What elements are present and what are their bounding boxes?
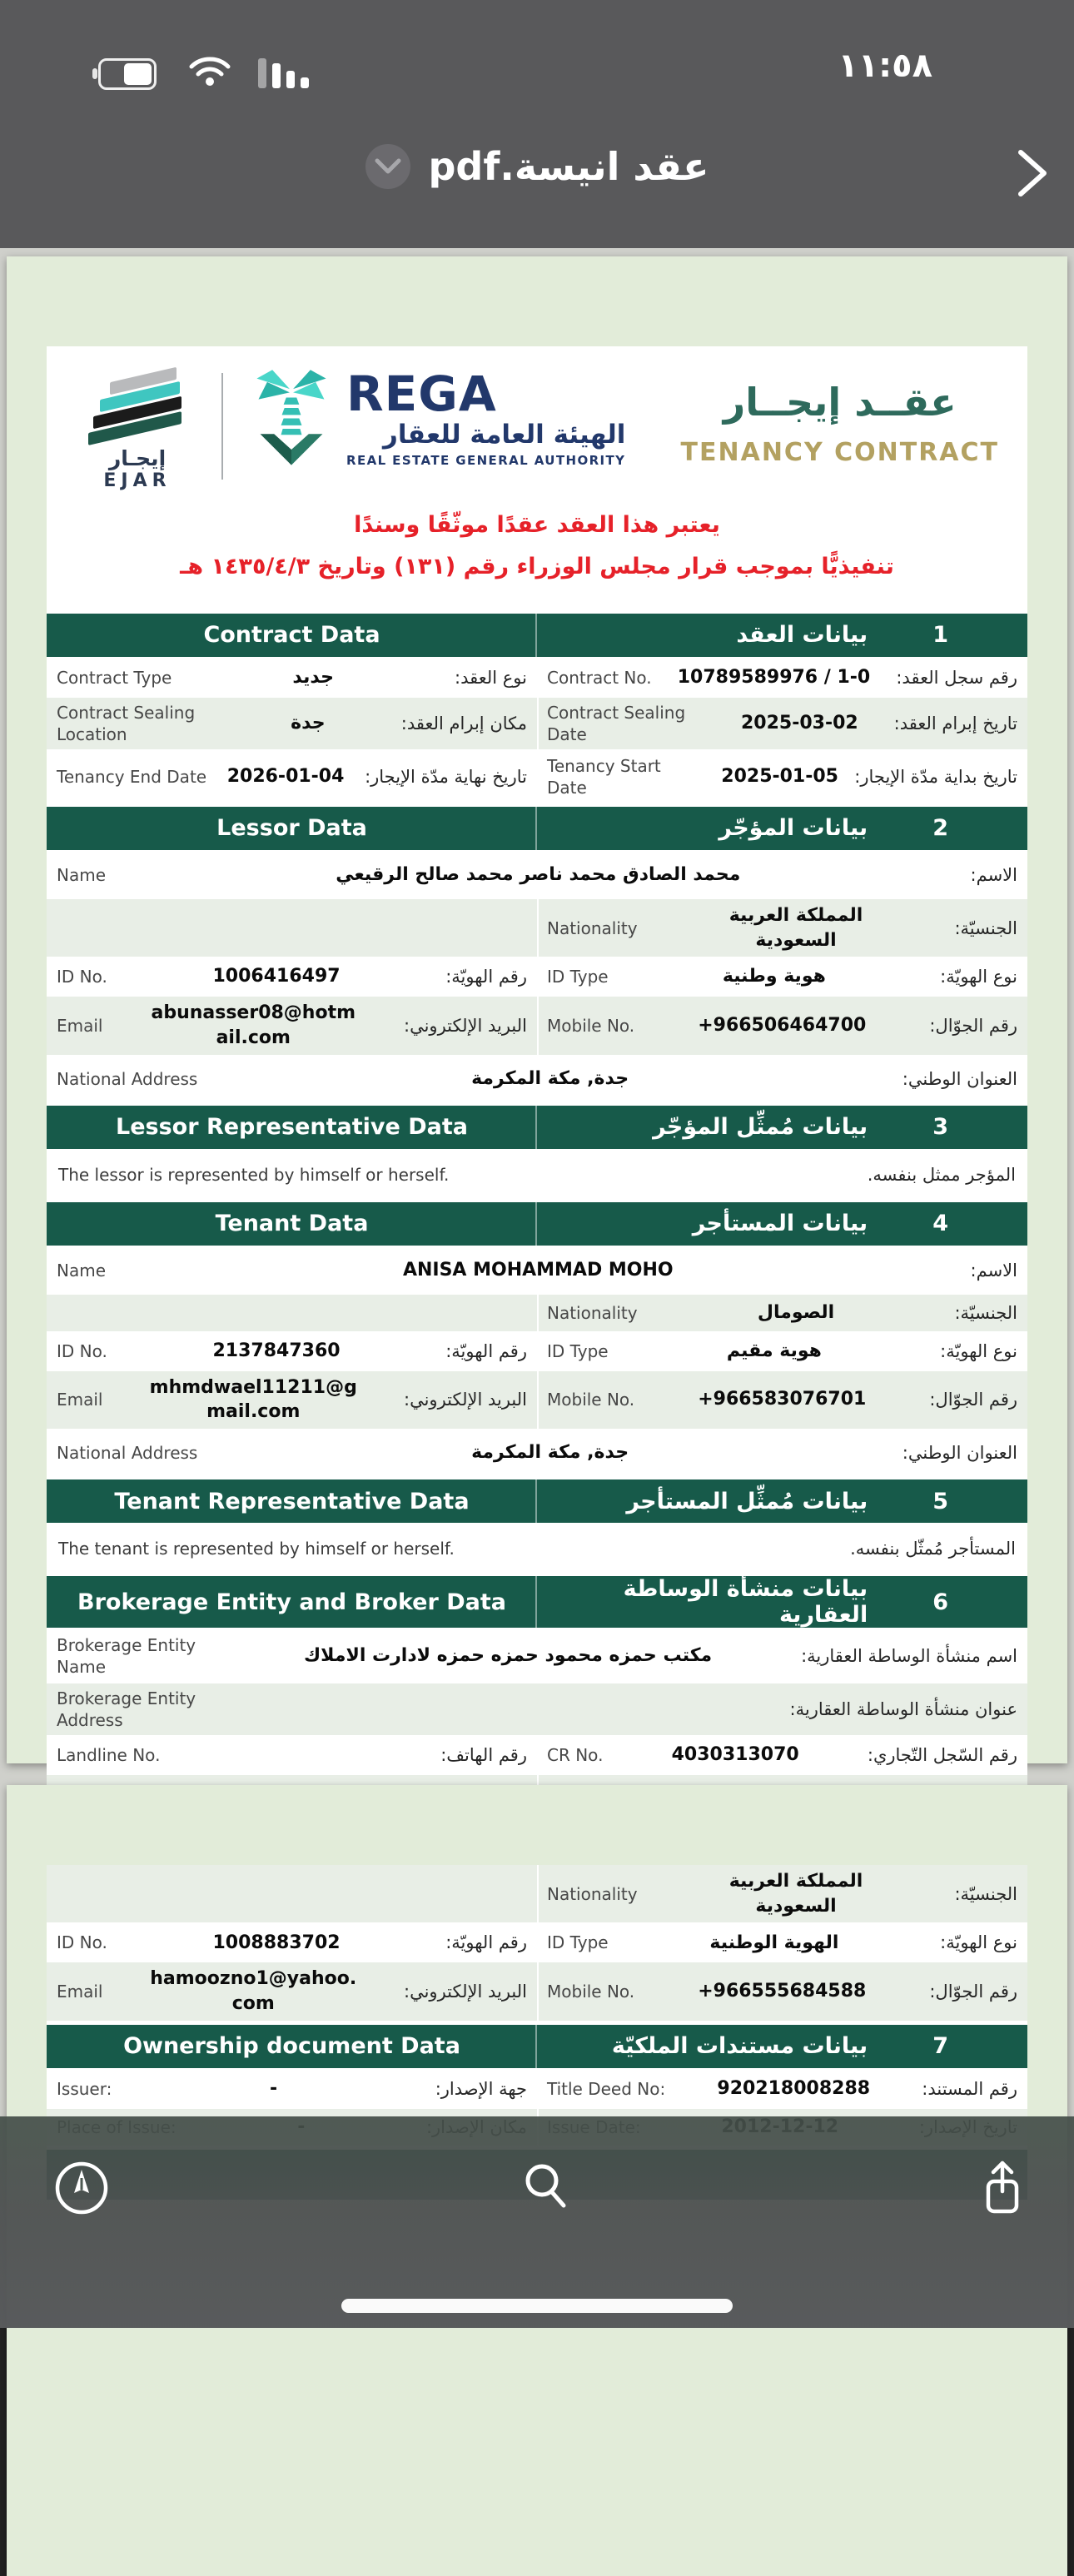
section-header-english [47, 2025, 537, 2068]
field-label-ar: تاريخ بداية مدّة الإيجار: [854, 766, 1017, 787]
field-label-en: Brokerage Entity Address [57, 1688, 196, 1730]
field-value [160, 1743, 440, 1768]
row-cell-left [47, 698, 537, 749]
row-cell-right [537, 1333, 1027, 1370]
contract-title-arabic: عقــد إيجــار [723, 380, 957, 425]
section-header [47, 1574, 1027, 1630]
contract-title-english: TENANCY CONTRACT [680, 438, 999, 467]
disclaimer-line-1: يعتبر هذا العقد عقدًا موثّقًا وسندًا [354, 512, 720, 538]
section-title-ar: بيانات العقد [736, 622, 868, 649]
field-value [172, 665, 455, 690]
field-label-ar: العنوان الوطني: [902, 1443, 1017, 1463]
section-header-arabic [537, 1106, 1027, 1149]
field-value-text: hamoozno1@yahoo.com [150, 1968, 357, 2015]
field-value [112, 2076, 435, 2101]
row-cell-left [47, 1924, 537, 1961]
row-cell-left [47, 1371, 537, 1429]
section-title-ar: بيانات مُمثِّل المؤجّر [653, 1114, 868, 1141]
field-label-ar: الاسم: [970, 864, 1017, 885]
section-title-en: Ownership document Data [123, 2033, 460, 2060]
chevron-down-icon [374, 157, 402, 176]
field-value [215, 711, 401, 736]
field-value-text: الصومال [757, 1301, 835, 1323]
field-label-ar: نوع الهويّة: [940, 967, 1017, 987]
pdf-viewer[interactable] [0, 248, 1074, 2328]
field-label-en: ID No. [57, 967, 107, 987]
status-bar [0, 0, 1074, 112]
section-header-english [47, 1106, 537, 1149]
section-header-arabic [537, 2025, 1027, 2068]
field-value [609, 964, 941, 989]
row-cell-right [537, 899, 1027, 957]
table-row [47, 1924, 1027, 1962]
field-value [705, 764, 854, 789]
section-header-english [47, 614, 537, 657]
section-header [47, 804, 1027, 853]
rega-wordmark: REGA [346, 366, 497, 422]
page1-sections [47, 611, 1027, 1860]
section-header [47, 1103, 1027, 1151]
field-value-text: مكتب حمزه محمود حمزه حمزه لادارت الاملاك [303, 1645, 713, 1667]
field-value [638, 1300, 955, 1325]
row-cell-left [47, 2071, 537, 2107]
field-value-text: 4030313070 [671, 1744, 799, 1766]
row-cell-left [47, 659, 537, 696]
table-row [47, 1962, 1027, 2022]
row-cell-right [537, 997, 1027, 1054]
row-cell-right [537, 751, 1027, 803]
field-label-en: Email [57, 1015, 103, 1036]
field-label-ar: العنوان الوطني: [902, 1068, 1017, 1089]
home-indicator[interactable] [341, 2299, 733, 2313]
field-label-en: Nationality [547, 1302, 638, 1323]
field-label-ar: عنوان منشأة الوساطة العقارية: [789, 1699, 1017, 1719]
search-icon[interactable] [516, 2156, 576, 2220]
field-label-ar: رقم الجوّال: [929, 1982, 1017, 2002]
row-cell-right [537, 1924, 1027, 1961]
table-row [47, 1333, 1027, 1371]
field-value-text: 920218008288 [717, 2077, 871, 2099]
field-label-en: Mobile No. [547, 1982, 635, 2002]
field-label-en: Mobile No. [547, 1015, 635, 1036]
field-label-ar: نوع العقد: [455, 667, 527, 688]
field-value [609, 1339, 941, 1364]
section-number: 7 [932, 2033, 948, 2060]
field-label-en: Mobile No. [547, 1390, 635, 1410]
field-value-text: هوية وطنية [722, 966, 826, 987]
field-label-en: Landline No. [57, 1745, 161, 1765]
representation-note-ar: المؤجر ممثل بنفسه. [867, 1164, 1016, 1185]
field-label-en: Name [57, 864, 107, 885]
field-label-ar: الجنسيّة: [954, 918, 1017, 938]
document-title: عقد انيسة.pdf [428, 144, 709, 189]
field-label-ar: الاسم: [970, 1260, 1017, 1281]
field-label-ar: رقم الجوّال: [929, 1390, 1017, 1410]
cellular-signal-icon [258, 57, 323, 88]
row-cell-left [47, 1962, 537, 2020]
section-header [47, 1477, 1027, 1525]
nav-bar [0, 112, 1074, 248]
representation-note-row [47, 1151, 1027, 1200]
rega-logo [248, 368, 625, 468]
representation-note-en: The lessor is represented by himself or herself. [58, 1164, 450, 1185]
markup-icon[interactable] [52, 2156, 112, 2220]
field-label-ar: الجنسيّة: [954, 1302, 1017, 1323]
field-label-ar: تاريخ إبرام العقد: [893, 713, 1017, 734]
field-value-text: محمد الصادق محمد ناصر محمد صالح الرقيعي [336, 864, 741, 886]
section-number: 5 [932, 1488, 948, 1514]
field-value-text: 2025-03-02 [740, 713, 858, 734]
field-value [652, 665, 897, 690]
ejar-logo-latin: EJAR [103, 470, 172, 491]
field-value [103, 1967, 405, 2016]
share-icon[interactable] [972, 2156, 1032, 2220]
battery-level [124, 63, 152, 85]
section-title-ar: بيانات المستأجر [692, 1211, 868, 1237]
field-label-ar: البريد الإلكتروني: [404, 1015, 527, 1036]
field-value-text: 2025-01-05 [721, 766, 838, 788]
field-value-text: 2026-01-04 [226, 766, 345, 788]
table-row [47, 1683, 1027, 1737]
table-row [47, 899, 1027, 958]
filename-dropdown-button[interactable] [365, 144, 410, 189]
field-value [634, 1387, 929, 1412]
field-value-text: جدة, مكة المكرمة [471, 1442, 629, 1464]
row-cell-left [47, 958, 537, 995]
section-number: 1 [932, 622, 948, 649]
field-label-ar: جهة الإصدار: [435, 2078, 527, 2099]
field-label-en: CR No. [547, 1745, 604, 1765]
field-value [103, 1001, 405, 1050]
field-value [57, 916, 527, 941]
field-value-text: abunasser08@hotmail.com [151, 1002, 356, 1048]
table-row [47, 958, 1027, 997]
field-value [57, 1300, 527, 1325]
battery-nub [92, 68, 97, 79]
row-cell-right [537, 1865, 1027, 1922]
page2-sections [47, 1865, 1027, 2147]
row-cell-right [537, 1371, 1027, 1429]
row-cell-left [47, 1333, 537, 1370]
field-label-ar: رقم الهويّة: [445, 967, 527, 987]
field-label-en: Name [57, 1260, 107, 1281]
rega-english-name: REAL ESTATE GENERAL AUTHORITY [346, 453, 626, 468]
field-label-ar: رقم المستند: [922, 2078, 1017, 2099]
row-cell-left [47, 997, 537, 1054]
field-label-en: ID No. [57, 1932, 107, 1953]
field-value-text: هوية مقيم [726, 1340, 822, 1361]
table-row [47, 751, 1027, 804]
section-title-en: Tenant Representative Data [114, 1488, 470, 1514]
field-label-en: ID Type [547, 1932, 609, 1953]
field-value [215, 1644, 801, 1668]
wifi-icon [188, 55, 231, 88]
section-number: 3 [932, 1114, 948, 1141]
table-row [47, 1371, 1027, 1430]
row-cell-right [537, 1295, 1027, 1331]
representation-note-en: The tenant is represented by himself or herself. [58, 1539, 455, 1559]
field-label-en: ID Type [547, 967, 609, 987]
field-label-en: Contract Sealing Location [57, 702, 196, 744]
field-value [215, 1697, 790, 1722]
field-label-en: Tenancy Start Date [547, 755, 661, 798]
table-row [47, 997, 1027, 1056]
section-header-english [47, 807, 537, 850]
section-title-ar: بيانات المؤجّر [718, 815, 868, 842]
back-chevron-button[interactable] [1012, 146, 1052, 201]
field-value [57, 1882, 527, 1907]
field-value [107, 1339, 445, 1364]
table-row [47, 1295, 1027, 1333]
section-title-en: Lessor Representative Data [116, 1114, 468, 1141]
table-row [47, 1057, 1027, 1103]
field-label-en: Contract Sealing Date [547, 702, 686, 744]
field-value [638, 903, 955, 952]
logo-divider [221, 373, 223, 480]
field-label-ar: رقم الهويّة: [445, 1340, 527, 1361]
section-title-ar: بيانات منشأة الوساطة العقارية [623, 1576, 868, 1628]
table-row [47, 698, 1027, 751]
row-cell-right [537, 659, 1027, 696]
field-value [106, 863, 971, 888]
field-label-en: National Address [57, 1443, 198, 1463]
section-header-arabic [537, 1576, 1027, 1628]
section-number: 6 [932, 1589, 948, 1615]
section-header [47, 1200, 1027, 1248]
section-header [47, 611, 1027, 659]
field-label-ar: رقم السّجل التّجاري: [867, 1745, 1017, 1765]
section-title-ar: بيانات مستندات الملكيّة [611, 2033, 868, 2060]
table-row [47, 659, 1027, 698]
field-label-en: Title Deed No: [547, 2078, 666, 2099]
field-label-en: Contract No. [547, 667, 652, 688]
field-label-en: Nationality [547, 918, 638, 938]
ejar-logo-icon [88, 373, 186, 440]
field-value [638, 1869, 955, 1918]
section-header-arabic [537, 807, 1027, 850]
field-value [107, 1931, 445, 1956]
row-cell-right [537, 2071, 1027, 2107]
field-label-ar: البريد الإلكتروني: [404, 1390, 527, 1410]
section-header-arabic [537, 1202, 1027, 1246]
field-value-text: - [269, 2077, 278, 2099]
field-label-en: Tenancy End Date [57, 766, 207, 787]
field-value-text: mhmdwael11211@gmail.com [149, 1376, 357, 1423]
ejar-logo-arabic: إيجـار [108, 446, 167, 470]
field-label-ar: مكان إبرام العقد: [400, 713, 527, 734]
field-label-ar: رقم الهويّة: [445, 1932, 527, 1953]
section-header-arabic [537, 614, 1027, 657]
section-title-ar: بيانات مُمثِّل المستأجر [626, 1488, 868, 1514]
field-label-ar: نوع الهويّة: [940, 1340, 1017, 1361]
field-value [107, 964, 445, 989]
field-label-en: ID No. [57, 1340, 107, 1361]
table-row [47, 1865, 1027, 1924]
section-header [47, 2022, 1027, 2071]
field-label-en: Nationality [547, 1883, 638, 1904]
section-header-english [47, 1576, 537, 1628]
field-value-text: الهوية الوطنية [709, 1932, 839, 1953]
field-value [206, 764, 365, 789]
field-value-text: المملكة العربية السعودية [728, 1871, 863, 1917]
row-cell-left [47, 1295, 537, 1331]
field-label-ar: البريد الإلكتروني: [404, 1982, 527, 2002]
table-row [47, 1630, 1027, 1683]
field-value-text: جدة, مكة المكرمة [471, 1067, 629, 1089]
field-value [106, 1258, 971, 1283]
row-cell-right [537, 1962, 1027, 2020]
field-label-en: Issuer: [57, 2078, 112, 2099]
representation-note-ar: المستأجر مُمثّل بنفسه. [850, 1539, 1016, 1559]
row-cell-right [537, 1737, 1027, 1773]
row-cell-left [47, 1737, 537, 1773]
field-value-text: +966506464700 [698, 1015, 867, 1037]
field-value-text: 2137847360 [212, 1340, 341, 1361]
section-header-english [47, 1479, 537, 1523]
field-value [705, 711, 894, 736]
pdf-page-1 [7, 256, 1067, 1766]
field-label-ar: رقم سجل العقد: [896, 667, 1017, 688]
field-value-text: المملكة العربية السعودية [728, 904, 863, 951]
row-cell-right [537, 958, 1027, 995]
section-number: 4 [932, 1211, 948, 1237]
field-label-ar: تاريخ نهاية مدّة الإيجار: [365, 766, 527, 787]
status-time: ١١:٥٨ [838, 47, 932, 85]
field-value [665, 2076, 922, 2101]
contract-title-block [681, 368, 999, 467]
field-label-ar: الجنسيّة: [954, 1883, 1017, 1904]
field-label-en: Brokerage Entity Name [57, 1635, 196, 1677]
row-cell-left [47, 751, 537, 803]
field-value-text: 1006416497 [212, 966, 341, 987]
field-label-ar: نوع الهويّة: [940, 1932, 1017, 1953]
field-value-text: +966583076701 [698, 1389, 867, 1410]
section-title-en: Brokerage Entity and Broker Data [77, 1589, 506, 1615]
notarization-disclaimer [75, 491, 999, 606]
field-label-en: ID Type [547, 1340, 609, 1361]
table-row [47, 853, 1027, 899]
field-value [609, 1931, 941, 1956]
section-title-en: Contract Data [203, 622, 380, 649]
field-label-ar: اسم منشأة الوساطة العقارية: [801, 1646, 1017, 1666]
table-row [47, 1737, 1027, 1775]
field-value-text: 1008883702 [212, 1932, 341, 1953]
field-value [634, 1979, 929, 2004]
field-value-text: 10789589976 / 1-0 [677, 667, 871, 689]
section-header-english [47, 1202, 537, 1246]
field-label-en: Contract Type [57, 667, 172, 688]
battery-icon [98, 58, 157, 90]
contract-header-card [47, 346, 1027, 611]
table-row [47, 1248, 1027, 1295]
representation-note-row [47, 1525, 1027, 1574]
field-value [103, 1375, 405, 1425]
field-value [634, 1013, 929, 1038]
field-value [197, 1067, 902, 1092]
bottom-toolbar [0, 2116, 1074, 2328]
field-value-text: جدة [291, 713, 326, 734]
ejar-logo [75, 368, 200, 491]
field-value-text: ANISA MOHAMMAD MOHO [402, 1259, 674, 1281]
field-label-ar: رقم الجوّال: [929, 1015, 1017, 1036]
table-row [47, 2071, 1027, 2109]
field-value [197, 1440, 902, 1465]
row-cell-right [537, 698, 1027, 749]
row-cell-left [47, 899, 537, 957]
field-value [603, 1743, 867, 1768]
field-label-en: Email [57, 1982, 103, 2002]
disclaimer-line-2: تنفيذيًّا بموجب قرار مجلس الوزراء رقم (١٣١) وتاريخ ١٤٣٥/٤/٣ هـ [180, 553, 894, 579]
rega-palm-icon [248, 368, 335, 468]
field-label-en: National Address [57, 1068, 198, 1089]
section-title-en: Lessor Data [216, 815, 367, 842]
field-value-text: جديد [292, 667, 334, 689]
row-cell-left [47, 1865, 537, 1922]
field-value-text: +966555684588 [698, 1981, 867, 2002]
section-number: 2 [932, 815, 948, 842]
table-row [47, 1430, 1027, 1477]
field-label-en: Email [57, 1390, 103, 1410]
section-header-arabic [537, 1479, 1027, 1523]
rega-arabic-name: الهيئة العامة للعقار [383, 420, 626, 450]
section-title-en: Tenant Data [215, 1211, 369, 1237]
field-label-ar: رقم الهاتف: [440, 1745, 527, 1765]
